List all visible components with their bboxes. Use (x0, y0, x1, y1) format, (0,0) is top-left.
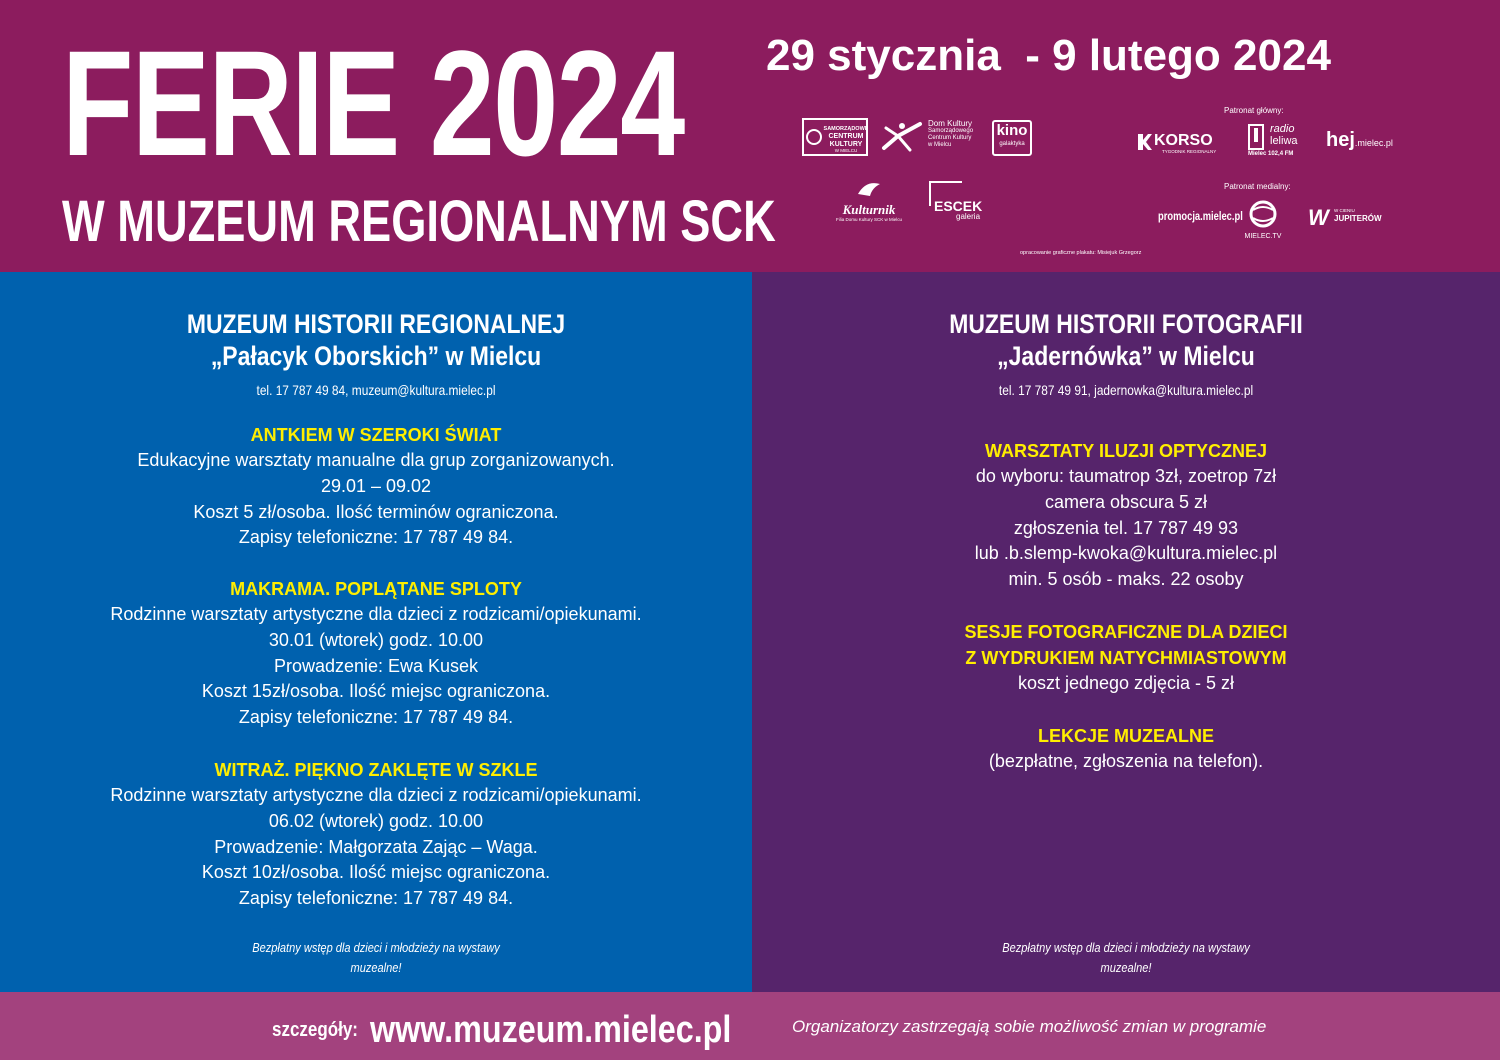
right-contact: tel. 17 787 49 91, jadernowka@kultura.mielec.pl (998, 382, 1254, 398)
escek-name: ESCEK (934, 198, 983, 214)
section-line: Koszt 10zł/osoba. Ilość miejsc ograniczona. (201, 862, 551, 883)
sck-logo (802, 118, 868, 156)
escek-sub: galeria (956, 212, 981, 221)
section-title: SESJE FOTOGRAFICZNE DLA DZIECI (964, 622, 1288, 642)
section-line: 29.01 – 09.02 (320, 475, 432, 496)
dk-line3: Centrum Kultury (928, 135, 972, 141)
section-line: 30.01 (wtorek) godz. 10.00 (268, 629, 484, 650)
jupiter-w: W (1308, 205, 1329, 230)
dom-kultury-logo (880, 118, 990, 156)
left-section-witraz (0, 757, 752, 912)
section-line: camera obscura 5 zł (1044, 491, 1208, 512)
section-line: Zapisy telefoniczne: 17 787 49 84. (238, 707, 514, 728)
right-free-entry-note (752, 938, 1500, 978)
section-line: Rodzinne warsztaty artystyczne dla dzieci z rodzicami/opiekunami. (110, 604, 642, 624)
right-museum-title: MUZEUM HISTORII FOTOGRAFII (949, 309, 1303, 339)
escek-logo (928, 180, 988, 222)
section-title: LEKCJE MUZEALNE (1037, 726, 1214, 746)
dancer-icon (880, 120, 924, 154)
radio-freq: Mielec 102,4 FM (1248, 151, 1294, 157)
kino-galaktyka-logo (992, 120, 1032, 156)
note-line: muzealne! (1100, 960, 1152, 975)
mielec-tv-logo (1240, 200, 1286, 242)
patronat-glowny-label: Patronat główny: (1224, 106, 1284, 115)
section-line: do wyboru: taumatrop 3zł, zoetrop 7zł (975, 466, 1277, 486)
section-title: MAKRAMA. POPLĄTANE SPLOTY (230, 579, 522, 599)
left-free-entry-note (0, 938, 752, 978)
svg-text:SAMORZĄDOWE: SAMORZĄDOWE (823, 126, 868, 132)
radio-top: radio (1270, 123, 1295, 135)
kulturnik-name: Kulturnik (842, 202, 896, 217)
footer-details-label: szczegóły: (272, 1019, 358, 1041)
bird-icon (854, 178, 884, 198)
section-title: Z WYDRUKIEM NATYCHMIASTOWYM (965, 648, 1287, 668)
section-line: (bezpłatne, zgłoszenia na telefon). (988, 751, 1264, 771)
radio-name: leliwa (1270, 135, 1298, 147)
promocja-logo: promocja.mielec.pl (1158, 209, 1243, 223)
mielectv-name: MIELEC.TV (1244, 233, 1282, 240)
left-section-antkiem (0, 422, 752, 551)
kulturnik-sub: Filia Domu Kultury SCK w Mielcu (835, 217, 903, 222)
svg-text:CENTRUM: CENTRUM (828, 133, 864, 140)
hej-text: hej (1326, 129, 1355, 151)
radio-leliwa-logo (1248, 124, 1308, 160)
poster-title: FERIE 2024 (62, 19, 684, 187)
jupiter-small: W CIENIU (1334, 208, 1355, 213)
right-section-sesje (752, 619, 1500, 697)
footer-disclaimer: Organizatorzy zastrzegają sobie możliwość zmian w programie (792, 1017, 1267, 1036)
section-title: WARSZTATY ILUZJI OPTYCZNEJ (984, 441, 1267, 461)
hej-domain: .mielec.pl (1354, 138, 1393, 148)
left-section-makrama (0, 576, 752, 731)
korso-name: KORSO (1154, 132, 1213, 149)
section-line: lub .b.slemp-kwoka@kultura.mielec.pl (974, 543, 1278, 564)
section-line: Zapisy telefoniczne: 17 787 49 84. (238, 527, 514, 548)
svg-text:W MIELCU: W MIELCU (834, 148, 858, 153)
korso-logo (1138, 132, 1232, 154)
jupiter-name: JUPITERÓW (1334, 214, 1382, 223)
section-line: Prowadzenie: Małgorzata Zając – Waga. (214, 836, 538, 857)
note-line: Bezpłatny wstęp dla dzieci i młodzieży na wystawy (1002, 940, 1250, 955)
section-line: min. 5 osób - maks. 22 osoby (1008, 569, 1244, 590)
hej-mielec-logo (1326, 128, 1406, 154)
kino-text: kino (996, 122, 1028, 139)
mielectv-globe-icon (1249, 200, 1277, 228)
section-line: 06.02 (wtorek) godz. 10.00 (268, 810, 484, 831)
right-header-block (752, 308, 1500, 400)
korso-k-icon (1138, 134, 1152, 150)
note-line: muzealne! (350, 960, 402, 975)
section-line: Rodzinne warsztaty artystyczne dla dzieci z rodzicami/opiekunami. (110, 785, 642, 805)
footer-website-link[interactable]: www.muzeum.mielec.pl (370, 1009, 732, 1051)
section-title: ANTKIEM W SZEROKI ŚWIAT (250, 425, 502, 445)
section-line: Koszt 15zł/osoba. Ilość miejsc ograniczona. (201, 681, 551, 702)
left-museum-subtitle: „Pałacyk Oborskich” w Mielcu (210, 341, 542, 371)
note-line: Bezpłatny wstęp dla dzieci i młodzieży na wystawy (252, 940, 500, 955)
right-museum-subtitle: „Jadernówka” w Mielcu (997, 341, 1255, 371)
section-line: Edukacyjne warsztaty manualne dla grup zorganizowanych. (137, 450, 615, 470)
section-line: Zapisy telefoniczne: 17 787 49 84. (238, 888, 514, 909)
jupiter-logo (1300, 206, 1380, 230)
event-dates: 29 stycznia - 9 lutego 2024 (766, 31, 1331, 80)
dk-line2: Samorządowego (928, 128, 974, 134)
korso-sub: TYGODNIK REGIONALNY (1162, 149, 1217, 154)
section-line: koszt jednego zdjęcia - 5 zł (1017, 673, 1235, 693)
section-line: zgłoszenia tel. 17 787 49 93 (1013, 517, 1239, 538)
footer-bar (0, 992, 1500, 1060)
kulturnik-logo (834, 178, 904, 224)
dk-line4: w Mielcu (928, 142, 952, 148)
dk-line1: Dom Kultury (928, 119, 973, 128)
right-section-lekcje (752, 723, 1500, 775)
radio-icon (1248, 124, 1264, 150)
graphic-credit: opracowanie graficzne plakatu: Misiejuk Grzegorz (1020, 250, 1142, 256)
left-header-block (0, 308, 752, 400)
kino-sub-text: galaktyka (999, 141, 1025, 147)
section-line: Prowadzenie: Ewa Kusek (273, 655, 479, 676)
patronat-medialny-label: Patronat medialny: (1224, 182, 1291, 191)
left-museum-title: MUZEUM HISTORII REGIONALNEJ (186, 309, 566, 339)
left-contact: tel. 17 787 49 84, muzeum@kultura.mielec.pl (256, 382, 496, 398)
poster-subtitle: W MUZEUM REGIONALNYM SCK (62, 189, 776, 254)
sck-logo-graphic (802, 118, 868, 156)
section-title: WITRAŻ. PIĘKNO ZAKLĘTE W SZKLE (214, 760, 538, 780)
right-section-iluzje (752, 438, 1500, 593)
svg-text:KULTURY: KULTURY (829, 141, 863, 148)
section-line: Koszt 5 zł/osoba. Ilość terminów ograniczona. (193, 501, 559, 522)
